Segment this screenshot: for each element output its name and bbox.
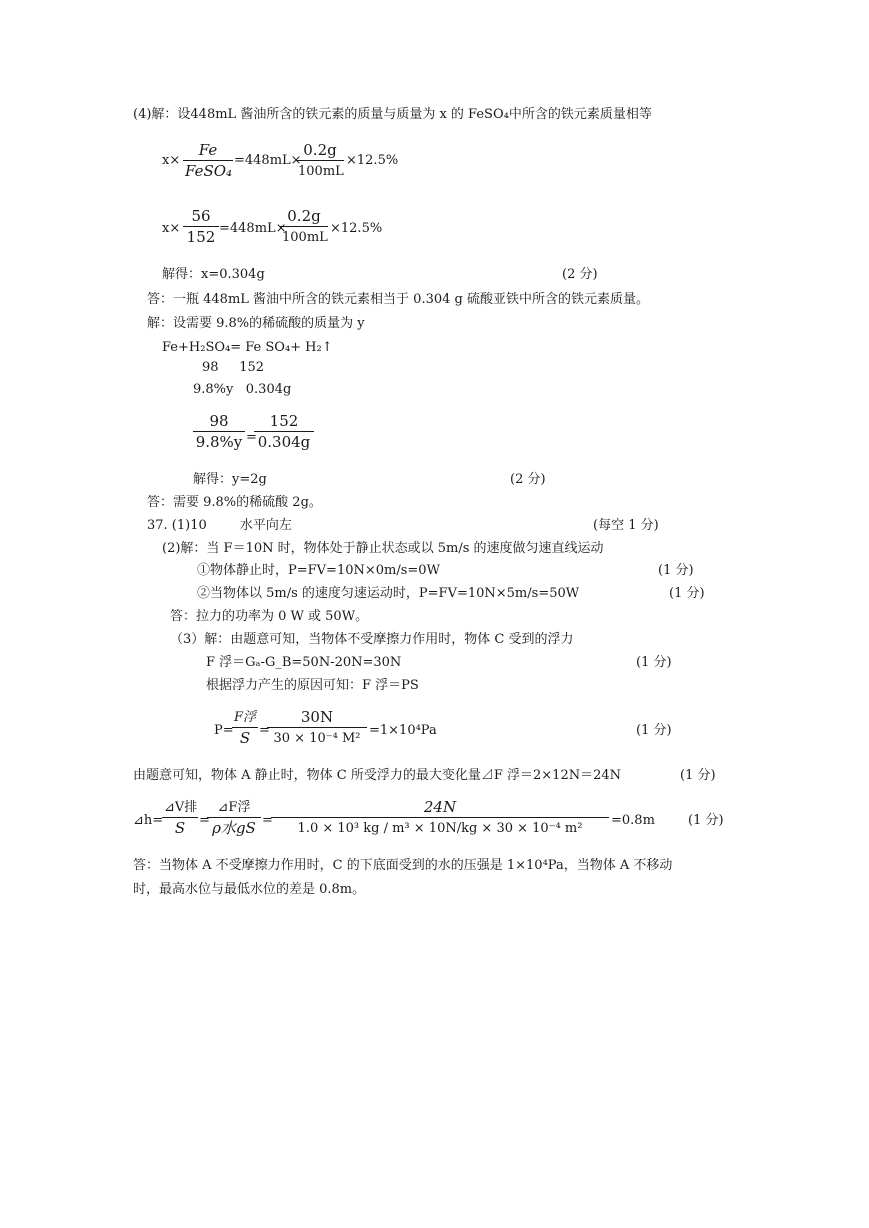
acid-ratio-left — [193, 413, 245, 451]
height-fraction-1 — [162, 799, 198, 837]
eq1-mid: =448mL× — [234, 153, 302, 168]
q37-case1-score: (1 分) — [658, 563, 694, 578]
height-frac1-num: ⊿V排 — [164, 800, 198, 815]
acid-intro: 解：设需要 9.8%的稀硫酸的质量为 y — [147, 316, 365, 331]
q37-part2-intro: (2)解：当 F＝10N 时，物体处于静止状态或以 5m/s 的速度做匀速直线运动 — [162, 541, 604, 556]
acid-answer: 答：需要 9.8%的稀硫酸 2g。 — [147, 495, 322, 510]
q37-buoyancy-score: (1 分) — [636, 655, 672, 670]
q37-part1-score: (每空 1 分) — [593, 518, 659, 533]
height-frac1-den: S — [162, 817, 198, 837]
eq2-frac1-num: 56 — [191, 207, 211, 225]
eq2-fraction-conc — [280, 208, 328, 246]
eq1-frac1-num: Fe — [198, 141, 218, 159]
height-frac3-num: 24N — [423, 798, 457, 816]
q37-reason: 根据浮力产生的原因可知：F 浮＝PS — [206, 678, 419, 693]
eq2-mid: =448mL× — [219, 221, 287, 236]
acid-result: 解得：y=2g — [193, 472, 267, 487]
height-fraction-2 — [207, 799, 261, 837]
acid-ratio-left-den: 9.8%y — [193, 431, 245, 451]
height-eq1: = — [199, 813, 210, 828]
acid-ratio-right-den: 0.304g — [254, 431, 314, 451]
q37-part2-answer: 答：拉力的功率为 0 W 或 50W。 — [170, 609, 369, 624]
pressure-frac1-den: S — [232, 727, 258, 747]
height-frac2-den: ρ水gS — [207, 817, 261, 837]
q37-case1: ①物体静止时，P=FV=10N×0m/s=0W — [197, 563, 440, 578]
eq2-fraction-molar — [183, 208, 219, 246]
acid-ratio-right — [254, 413, 314, 451]
height-lhs: ⊿h= — [133, 813, 164, 828]
q37-max-change: 由题意可知，物体 A 静止时，物体 C 所受浮力的最大变化量⊿F 浮＝2×12N＝24N — [133, 768, 622, 783]
acid-ratio-left-num: 98 — [209, 412, 229, 430]
pressure-fraction-1 — [232, 709, 258, 747]
eq2-frac2-num: 0.2g — [287, 207, 321, 225]
height-eq2: = — [262, 813, 273, 828]
pressure-frac2-num: 30N — [300, 708, 334, 726]
part4-answer: 答：一瓶 448mL 酱油中所含的铁元素相当于 0.304 g 硫酸亚铁中所含的铁元素质量。 — [147, 292, 649, 307]
eq2-frac1-den: 152 — [183, 226, 219, 246]
part4-result: 解得：x=0.304g — [162, 267, 265, 282]
eq1-frac1-den: FeSO₄ — [185, 162, 233, 180]
eq2-frac2-den: 100mL — [280, 226, 328, 246]
acid-ratio-eq: = — [246, 430, 257, 445]
eq1-frac2-num: 0.2g — [303, 141, 337, 159]
height-fraction-3 — [271, 799, 609, 837]
pressure-frac1-num: F浮 — [234, 710, 257, 725]
height-rhs: =0.8m — [611, 813, 655, 828]
pressure-fraction-2 — [267, 709, 367, 747]
pressure-eq: = — [259, 723, 270, 738]
pressure-lhs: P= — [214, 723, 234, 738]
pressure-frac2-den: 30 × 10⁻⁴ M² — [267, 727, 367, 747]
q37-final-answer-line2: 时，最高水位与最低水位的差是 0.8m。 — [133, 882, 366, 897]
q37-part1: 37. (1)10 水平向左 — [147, 518, 292, 533]
q37-case2-score: (1 分) — [669, 586, 705, 601]
eq2-rhs: ×12.5% — [330, 221, 383, 236]
acid-unknowns-row: 9.8%y 0.304g — [193, 382, 292, 397]
eq1-fraction-fe — [183, 142, 233, 180]
height-frac2-num: ⊿F浮 — [217, 800, 251, 815]
q37-case2: ②当物体以 5m/s 的速度匀速运动时，P=FV=10N×5m/s=50W — [197, 586, 580, 601]
q37-max-change-score: (1 分) — [680, 768, 716, 783]
pressure-score: (1 分) — [636, 723, 672, 738]
eq1-lhs: x× — [162, 153, 181, 168]
eq1-fraction-conc — [296, 142, 344, 180]
height-frac3-den: 1.0 × 10³ kg / m³ × 10N/kg × 30 × 10⁻⁴ m² — [271, 817, 609, 837]
q37-final-answer-line1: 答：当物体 A 不受摩擦力作用时，C 的下底面受到的水的压强是 1×10⁴Pa，当物体 A 不移动 — [133, 858, 673, 873]
pressure-rhs: =1×10⁴Pa — [369, 723, 437, 738]
eq1-rhs: ×12.5% — [346, 153, 399, 168]
part4-intro: (4)解：设448mL 酱油所含的铁元素的质量与质量为 x 的 FeSO₄中所含的铁元素质量相等 — [133, 107, 652, 122]
height-score: (1 分) — [688, 813, 724, 828]
eq1-frac2-den: 100mL — [296, 160, 344, 180]
acid-masses-row: 98 152 — [202, 360, 265, 375]
eq2-lhs: x× — [162, 221, 181, 236]
acid-reaction: Fe+H₂SO₄= Fe SO₄+ H₂↑ — [162, 340, 333, 355]
q37-part3-intro: （3）解：由题意可知，当物体不受摩擦力作用时，物体 C 受到的浮力 — [170, 632, 574, 647]
acid-result-score: (2 分) — [510, 472, 546, 487]
q37-buoyancy: F 浮＝Gₐ-G_B=50N-20N=30N — [206, 655, 402, 670]
part4-result-score: (2 分) — [562, 267, 598, 282]
acid-ratio-right-num: 152 — [269, 412, 299, 430]
